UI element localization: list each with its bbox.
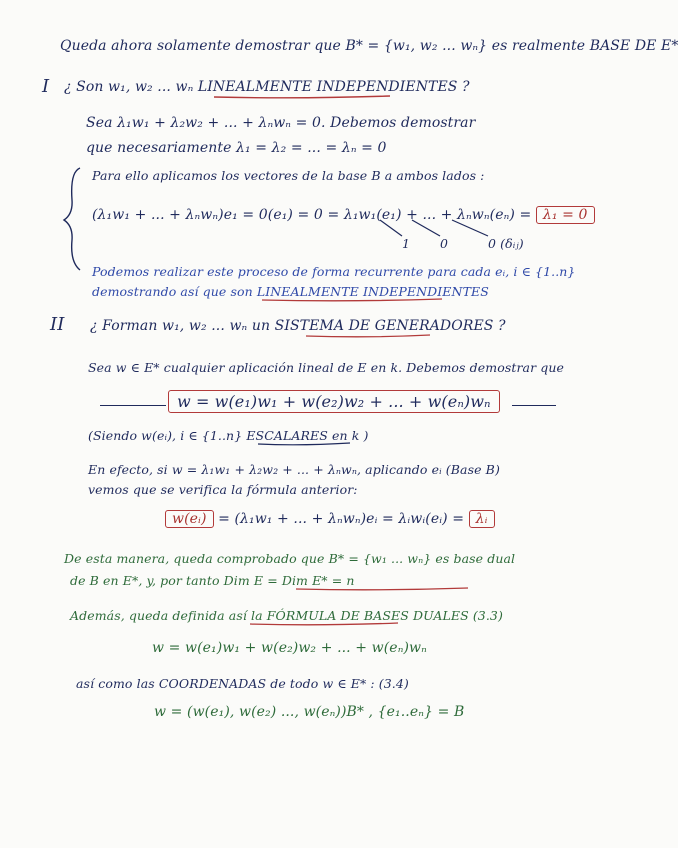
part1-question: ¿ Son w₁, w₂ ... wₙ LINEALMENTE INDEPENDIENTES ? xyxy=(64,79,470,95)
part2-numeral: II xyxy=(50,314,65,335)
part2-eq-left: w(eᵢ) xyxy=(165,510,214,528)
boxed-formula-left-rule xyxy=(100,405,166,406)
part1-line2: que necesariamente λ₁ = λ₂ = ... = λₙ = 0 xyxy=(86,140,387,156)
part2-line3: En efecto, si w = λ₁w₁ + λ₂w₂ + ... + λₙwₙ, aplicando eᵢ (Base B) xyxy=(88,462,500,477)
part1-line5: demostrando así que son LINEALMENTE INDEPENDIENTES xyxy=(92,284,489,299)
part1-numeral: I xyxy=(42,76,50,97)
part1-sub-zero-a: 0 xyxy=(440,236,449,251)
underline-escalares xyxy=(258,443,350,445)
part2-eq-right: λᵢ xyxy=(469,510,495,528)
part1-sub-zero-b: 0 (δᵢⱼ) xyxy=(488,236,524,251)
part1-line3: Para ello aplicamos los vectores de la base B a ambos lados : xyxy=(92,168,485,183)
part1-eq-left: (λ₁w₁ + ... + λₙwₙ)e₁ = 0(e₁) = 0 = λ₁w₁(e₁) + ... + λₙwₙ(eₙ) = xyxy=(92,207,532,223)
part1-line4: Podemos realizar este proceso de forma recurrente para cada eᵢ, i ∈ {1..n} xyxy=(92,264,576,279)
left-brace xyxy=(64,168,80,270)
part2-boxed-formula xyxy=(168,392,500,411)
part2-equation xyxy=(165,511,495,527)
underline-li-2 xyxy=(262,299,442,301)
intro-line: Queda ahora solamente demostrar que B* = {w₁, w₂ ... wₙ} es realmente BASE DE E* xyxy=(60,38,678,54)
conclusion-line2: de B en E*, y, por tanto Dim E = Dim E* = n xyxy=(70,573,355,588)
conclusion-line4: así como las COORDENADAS de todo w ∈ E* : (3.4) xyxy=(76,676,409,691)
part2-eq-mid: = (λ₁w₁ + ... + λₙwₙ)eᵢ = λᵢwᵢ(eᵢ) = xyxy=(218,511,465,527)
underline-dim xyxy=(296,588,468,590)
part2-line2: (Siendo w(eᵢ), i ∈ {1..n} ESCALARES en k ) xyxy=(88,428,369,443)
conclusion-formula2: w = (w(e₁), w(e₂) ..., w(eₙ))B* , {e₁..eₙ} = B xyxy=(154,704,465,720)
part1-line1: Sea λ₁w₁ + λ₂w₂ + ... + λₙwₙ = 0. Debemos demostrar xyxy=(86,115,476,131)
underline-li-1 xyxy=(214,96,390,98)
boxed-formula-right-rule xyxy=(512,405,556,406)
conclusion-line1: De esta manera, queda comprobado que B* = {w₁ ... wₙ} es base dual xyxy=(64,551,516,566)
part1-equation xyxy=(92,207,595,223)
part1-sub-one: 1 xyxy=(402,236,411,251)
conclusion-formula1: w = w(e₁)w₁ + w(e₂)w₂ + ... + w(eₙ)wₙ xyxy=(152,640,427,656)
part2-line1: Sea w ∈ E* cualquier aplicación lineal de E en k. Debemos demostrar que xyxy=(88,360,564,375)
conclusion-line3: Además, queda definida así la FÓRMULA DE BASES DUALES (3.3) xyxy=(70,608,503,623)
underline-formula xyxy=(250,623,398,625)
part2-question: ¿ Forman w₁, w₂ ... wₙ un SISTEMA DE GENERADORES ? xyxy=(90,318,506,334)
boxed-formula-text: w = w(e₁)w₁ + w(e₂)w₂ + ... + w(eₙ)wₙ xyxy=(168,390,500,413)
part2-line4: vemos que se verifica la fórmula anterior: xyxy=(88,482,358,497)
part1-eq-result: λ₁ = 0 xyxy=(536,206,595,224)
underline-sg xyxy=(306,335,430,337)
